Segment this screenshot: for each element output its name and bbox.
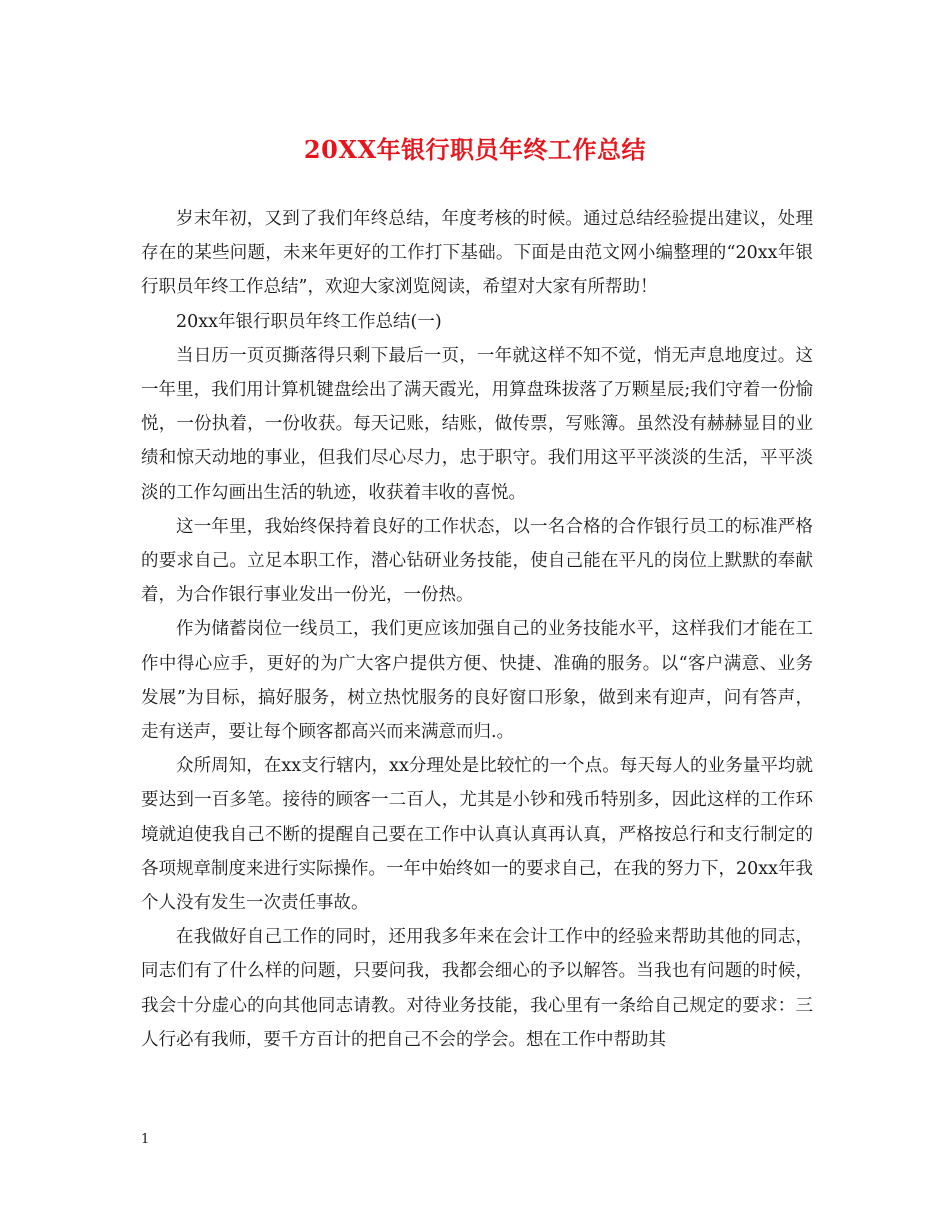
section-heading: 20xx年银行职员年终工作总结(一) — [176, 311, 442, 332]
paragraph-intro: 岁末年初，又到了我们年终总结，年度考核的时候。通过总结经验提出建议，处理存在的某些问题，未来年更好的工作打下基础。下面是由范文网小编整理的“20xx年银行职员年终工作总结”，欢迎大家浏览阅读，希望对大家有所帮助！ — [141, 209, 813, 298]
paragraph: 这一年里，我始终保持着良好的工作状态，以一名合格的合作银行员工的标准严格的要求自己。立足本职工作，潜心钻研业务技能，使自己能在平凡的岗位上默默的奉献着，为合作银行事业发出一份光，一份热。 — [141, 516, 813, 606]
document-body — [141, 202, 813, 1057]
paragraph: 当日历一页页撕落得只剩下最后一页，一年就这样不知不觉，悄无声息地度过。这一年里，我们用计算机键盘绘出了满天霞光，用算盘珠拔落了万颗星辰;我们守着一份愉悦，一份执着，一份收获。每天记账，结账，做传票，写账簿。虽然没有赫赫显目的业绩和惊天动地的事业，但我们尽心尽力，忠于职守。我们用这平平淡淡的生活，平平淡淡的工作勾画出生活的轨迹，收获着丰收的喜悦。 — [141, 345, 813, 503]
document-title: 20XX年银行职员年终工作总结 — [303, 135, 647, 164]
paragraph: 在我做好自己工作的同时，还用我多年来在会计工作中的经验来帮助其他的同志，同志们有了什么样的问题，只要问我，我都会细心的予以解答。当我也有问题的时候，我会十分虚心的向其他同志请教。对待业务技能，我心里有一条给自己规定的要求：三人行必有我师，要千方百计的把自己不会的学会。想在工作中帮助其 — [141, 927, 813, 1050]
paragraph: 众所周知，在xx支行辖内，xx分理处是比较忙的一个点。每天每人的业务量平均就要达到一百多笔。接待的顾客一二百人，尤其是小钞和残币特别多，因此这样的工作环境就迫使我自己不断的提醒自己要在工作中认真认真再认真，严格按总行和支行制定的各项规章制度来进行实际操作。一年中始终如一的要求自己，在我的努力下，20xx年我个人没有发生一次责任事故。 — [141, 756, 814, 914]
paragraph: 作为储蓄岗位一线员工，我们更应该加强自己的业务技能水平，这样我们才能在工作中得心应手，更好的为广大客户提供方便、快捷、准确的服务。以“客户满意、业务发展”为目标，搞好服务，树立热忱服务的良好窗口形象，做到来有迎声，问有答声，走有送声，要让每个顾客都高兴而来满意而归.。 — [141, 619, 813, 743]
page-number: 1 — [141, 1132, 150, 1147]
